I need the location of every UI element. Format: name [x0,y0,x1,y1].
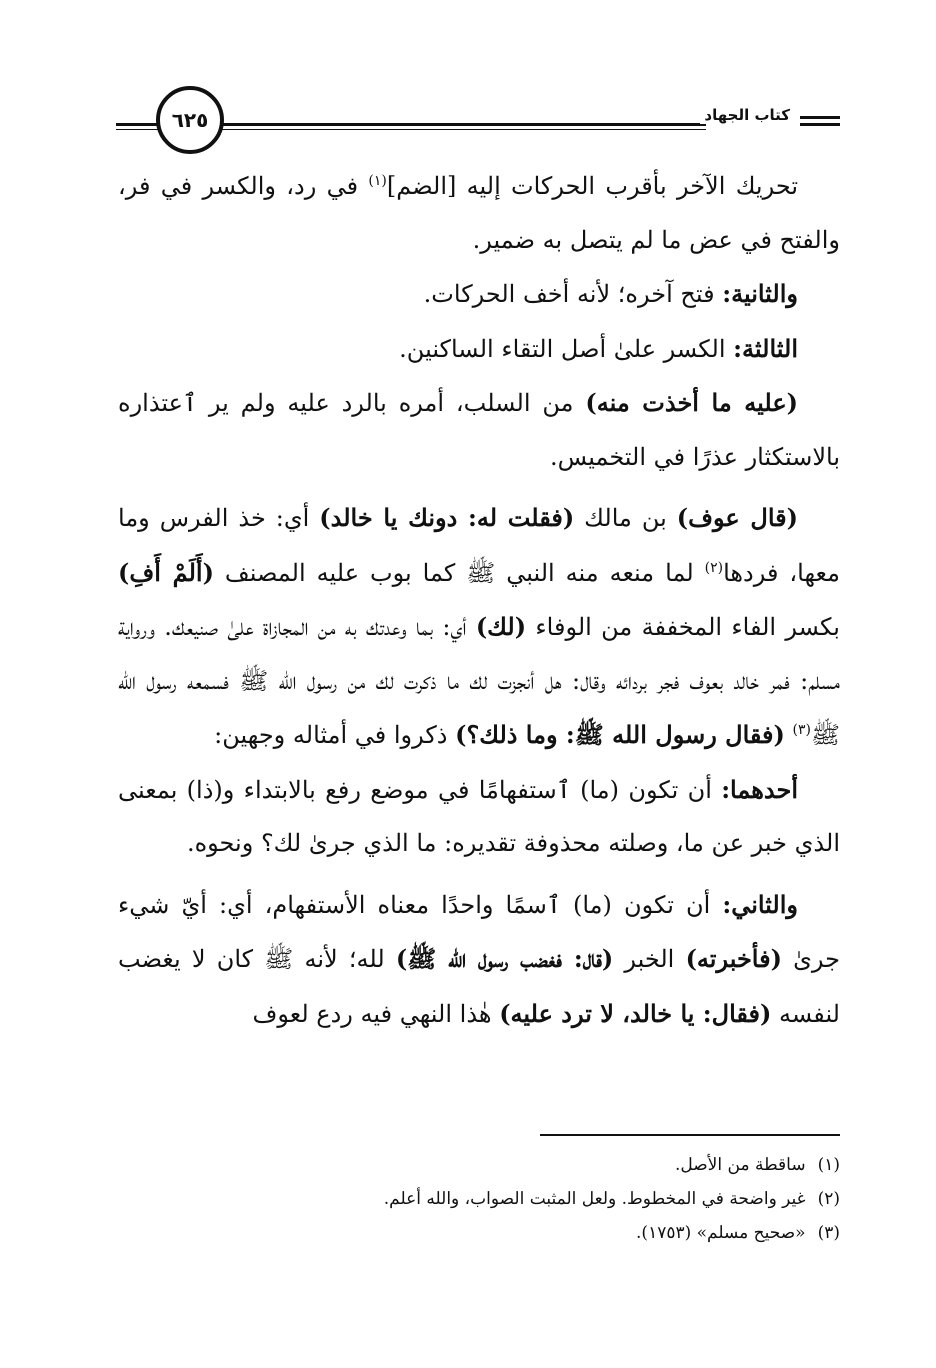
paragraph-1 [118,160,840,267]
footnote-number: (٣) [817,1223,840,1243]
page-header [116,86,840,162]
text-run: ذكروا في أمثاله وجهين: [214,721,456,749]
footnote-text: ساقطة من الأصل. [674,1155,806,1175]
text-run: لما منعه منه النبي ﷺ كما بوب عليه المصنف [213,558,705,587]
text-run: تحريك الآخر بأقرب الحركات إليه [الضم] [386,172,799,200]
page-number: ٦٢٥ [171,108,209,132]
footnote-number: (٢) [817,1189,840,1209]
bold-term: الثالثة: [733,333,798,363]
footnote-2 [140,1182,840,1216]
paragraph-7 [118,878,840,1042]
footnote-ref-2: (٢) [704,559,724,576]
footnote-ref-1: (١) [368,173,387,189]
paragraph-6 [118,763,840,871]
text-run: أن تكون (ما) ٱستفهامًا في موضع رفع بالابتداء و(ذا) بمعنى الذي خبر عن ما، وصلته محذوفة تقديره: ما الذي جرىٰ لك؟ ونحوه. [118,775,840,857]
text-run [785,721,793,749]
bold-term: (فقال: يا خالد، لا ترد عليه) [499,998,772,1028]
bold-term: (فقلت له: دونك يا خالد) [319,503,575,532]
bold-term: (أَلَمْ أَفِ) [118,557,214,587]
bold-term: (عليه ما أخذت منه) [585,388,798,417]
text-run: بكسر الفاء المخففة من الوفاء [526,613,840,641]
footnote-3 [140,1216,840,1250]
header-rule-end [800,116,840,119]
paragraph-4 [118,376,840,484]
footnote-separator [540,1134,840,1136]
footnote-text: «صحيح مسلم» (١٧٥٣). [636,1223,806,1243]
footnote-text: غير واضحة في المخطوط. ولعل المثبت الصواب، والله أعلم. [383,1189,806,1209]
bold-term: أحدهما: [721,774,798,804]
text-run: أن تكون (ما) ٱسمًا واحدًا معناه الأستفهام، أي: أيّ شيء جرىٰ [118,890,840,973]
text-run: هٰذا النهي فيه ردع لعوف [252,999,500,1028]
running-title: كتاب الجهاد [700,106,794,124]
footnote-1 [140,1148,840,1182]
text-run: الكسر علىٰ أصل التقاء الساكنين. [399,334,734,363]
bold-term: (قال عوف) [676,503,798,532]
page-number-badge [156,86,224,154]
text-run: أي: بما وعدتك به من المجازاة علىٰ صنيعك. ورواية مسلم: فمر خالد بعوف فجر بردائه وقال: هل أنجزت لك ما ذكرت لك من رسول الله ﷺ فسمعه رسول الله ﷺ [118,613,840,749]
text-run: من السلب، أمره بالرد عليه ولم ير ٱعتذاره بالاستكثار عذرًا في التخميس. [118,389,840,471]
main-text [118,160,840,1041]
text-run: في رد، والكسر في فر، والفتح في عض ما لم يتصل به ضمير. [118,172,840,254]
paragraph-5 [118,491,840,763]
bold-term: والثانية: [722,279,798,308]
header-rule-right [220,123,706,126]
text-run: بن مالك [574,504,677,532]
bold-term: (لك) [475,612,527,641]
footnote-number: (١) [817,1155,840,1175]
footnotes [140,1148,840,1250]
text-run: الخبر [613,945,686,973]
bold-term: (فقال رسول الله ﷺ: وما ذلك؟) [455,720,785,749]
paragraph-2 [118,267,840,322]
text-run: أي: خذ الفرس وما معها، فردها [118,504,840,587]
paragraph-3 [118,322,840,377]
text-run: فتح آخره؛ لأنه أخف الحركات. [423,280,723,308]
text-run: لله؛ لأنه ﷺ كان لا يغضب لنفسه [118,945,840,1028]
bold-term: والثاني: [722,889,798,919]
bold-term: (فأخبرته) [685,944,782,973]
footnote-ref-3: (٣) [792,722,811,738]
bold-term: (قال: فغضب رسول الله ﷺ) [395,944,614,973]
